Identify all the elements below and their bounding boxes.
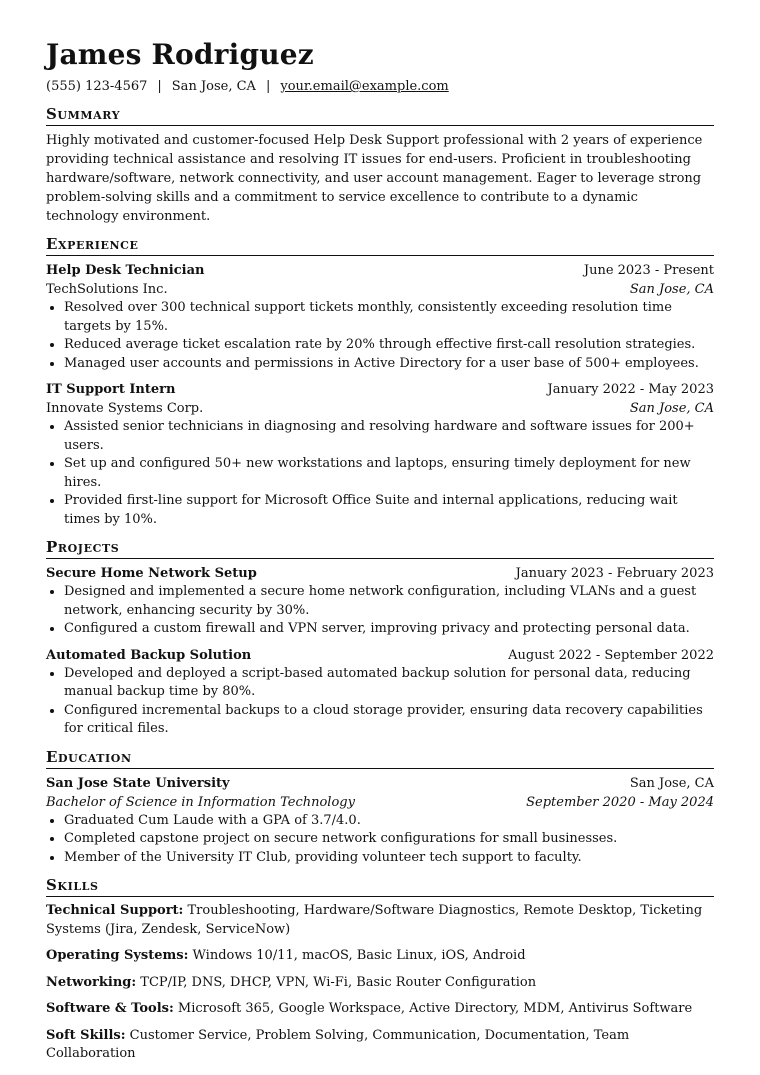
experience-entry [46, 380, 714, 529]
bullet-item: • Resolved over 300 technical support tickets monthly, consistently exceeding resolution time targets by 15%. [64, 299, 714, 336]
experience-subheader [46, 399, 714, 418]
section-title-experience: Experience [46, 234, 714, 256]
skill-label: Soft Skills: [46, 1027, 126, 1043]
experience-section [46, 234, 714, 529]
candidate-name: James Rodriguez [46, 38, 314, 71]
education-header [46, 774, 714, 793]
section-title-education: Education [46, 747, 714, 769]
bullet-item: • Configured incremental backups to a cloud storage provider, ensuring data recovery capabilities for critical files. [64, 702, 714, 739]
education-entry [46, 774, 714, 868]
project-name: Automated Backup Solution [46, 647, 252, 663]
skill-value: Microsoft 365, Google Workspace, Active Directory, MDM, Antivirus Software [177, 1001, 693, 1016]
contact-line [46, 78, 714, 96]
skill-line [46, 974, 714, 993]
skill-line [46, 1000, 714, 1019]
project-name: Secure Home Network Setup [46, 566, 257, 581]
project-dates: January 2023 - February 2023 [515, 566, 714, 581]
summary-text: Highly motivated and customer-focused Help Desk Support professional with 2 years of experience providing technical assistance and resolving IT issues for end-users. Proficient in troubleshooting hardware/software, network connectivity, and user account management. Eager to leverage strong problem-solving skills and a commitment to service excellence to contribute to a dynamic technology environment. [46, 133, 703, 224]
degree-name: Bachelor of Science in Information Technology [46, 794, 355, 810]
bullet-item: • Assisted senior technicians in diagnosing and resolving hardware and software issues for 200+ users. [64, 418, 714, 455]
bullet-item: • Member of the University IT Club, providing volunteer tech support to faculty. [64, 849, 714, 868]
job-dates: June 2023 - Present [583, 263, 714, 278]
section-title-skills: Skills [46, 875, 714, 897]
project-header [46, 564, 714, 583]
project-header [46, 646, 714, 665]
education-section [46, 747, 714, 868]
bullet-item: • Designed and implemented a secure home network configuration, including VLANs and a guest network, enhancing security by 30%. [64, 583, 714, 620]
skill-line [46, 1027, 714, 1064]
skill-value: Windows 10/11, macOS, Basic Linux, iOS, Android [192, 948, 526, 963]
education-dates: September 2020 - May 2024 [526, 794, 714, 810]
bullet-item: • Managed user accounts and permissions in Active Directory for a user base of 500+ employees. [64, 355, 714, 374]
bullet-item: • Developed and deployed a script-based automated backup solution for personal data, reducing manual backup time by 80%. [64, 665, 714, 702]
job-location: San Jose, CA [629, 282, 714, 297]
projects-section [46, 537, 714, 739]
skill-line [46, 947, 714, 966]
project-entry [46, 646, 714, 739]
skills-section [46, 875, 714, 1064]
education-subheader [46, 793, 714, 812]
company-name: TechSolutions Inc. [46, 282, 168, 297]
experience-header [46, 261, 714, 280]
experience-subheader [46, 280, 714, 299]
project-bullets [46, 665, 714, 739]
skill-value: TCP/IP, DNS, DHCP, VPN, Wi-Fi, Basic Router Configuration [140, 974, 537, 990]
project-bullets [46, 583, 714, 639]
job-bullets [46, 299, 714, 373]
company-name: Innovate Systems Corp. [46, 401, 204, 416]
job-dates: January 2022 - May 2023 [547, 382, 714, 397]
contact-separator: | [157, 79, 162, 94]
experience-entry [46, 261, 714, 373]
bullet-item: • Reduced average ticket escalation rate by 20% through effective first-call resolution strategies. [64, 336, 714, 355]
skill-label: Networking: [46, 974, 137, 990]
project-dates: August 2022 - September 2022 [508, 647, 714, 663]
bullet-item: • Provided first-line support for Microsoft Office Suite and internal applications, reducing wait times by 10%. [64, 492, 714, 529]
job-location: San Jose, CA [629, 401, 714, 416]
skill-line [46, 902, 714, 939]
phone-number: (555) 123-4567 [46, 79, 148, 94]
bullet-item: • Graduated Cum Laude with a GPA of 3.7/4.0. [64, 812, 714, 831]
school-name: San Jose State University [46, 775, 230, 791]
education-bullets [46, 812, 714, 868]
skill-label: Software & Tools: [46, 1001, 174, 1016]
bullet-item: • Set up and configured 50+ new workstations and laptops, ensuring timely deployment for new hires. [64, 455, 714, 492]
school-location: San Jose, CA [629, 775, 714, 791]
job-title: Help Desk Technician [46, 263, 205, 278]
section-title-projects: Projects [46, 537, 714, 559]
summary-section [46, 104, 714, 226]
job-title: IT Support Intern [46, 382, 176, 397]
section-title-summary: Summary [46, 104, 714, 126]
skill-label: Technical Support: [46, 903, 184, 918]
contact-separator: | [265, 79, 271, 94]
email-link[interactable]: your.email@example.com [280, 79, 449, 94]
location: San Jose, CA [171, 79, 256, 94]
skill-value: Troubleshooting, Hardware/Software Diagnostics, Remote Desktop, Ticketing Systems (Jira, Zendesk, ServiceNow) [46, 903, 703, 937]
job-bullets [46, 418, 714, 529]
skill-label: Operating Systems: [46, 948, 189, 963]
bullet-item: • Completed capstone project on secure network configurations for small businesses. [64, 830, 714, 849]
bullet-item: • Configured a custom firewall and VPN server, improving privacy and protecting personal data. [64, 620, 714, 639]
experience-header [46, 380, 714, 399]
project-entry [46, 564, 714, 639]
skill-value: Customer Service, Problem Solving, Communication, Documentation, Team Collaboration [46, 1027, 630, 1061]
